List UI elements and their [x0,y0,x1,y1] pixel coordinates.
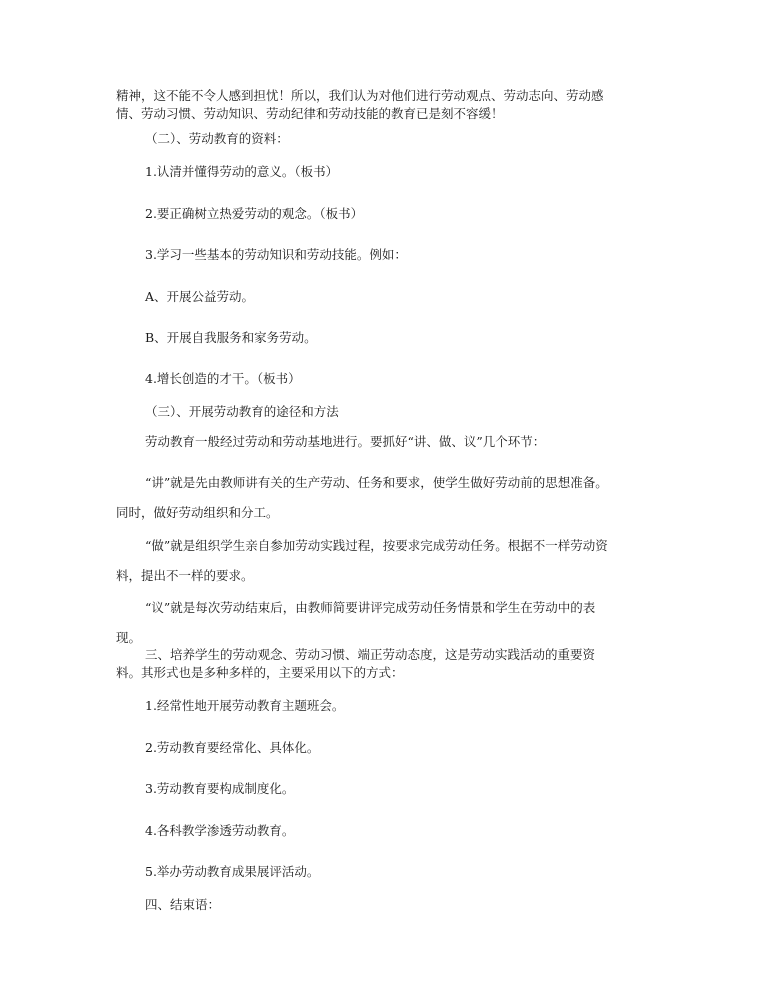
section-heading: 四、结束语： [145,897,221,912]
paragraph-line: 精神，这不能不令人感到担忧！所以，我们认为对他们进行劳动观点、劳动志向、劳动感 [116,88,604,103]
paragraph-line: “做”就是组织学生亲自参加劳动实践过程，按要求完成劳动任务。根据不一样劳动资 [145,538,608,553]
paragraph-line: 同时，做好劳动组织和分工。 [116,505,279,520]
paragraph-line: 料。其形式也是多种多样的，主要采用以下的方式： [116,665,404,680]
paragraph-line: 劳动教育一般经过劳动和劳动基地进行。要抓好“讲、做、议”几个环节： [145,434,546,449]
list-item: 2.劳动教育要经常化、具体化。 [145,740,320,755]
list-item: 3.劳动教育要构成制度化。 [145,781,295,796]
paragraph-line: 料，提出不一样的要求。 [116,568,254,583]
paragraph-line: 情、劳动习惯、劳动知识、劳动纪律和劳动技能的教育已是刻不容缓！ [116,106,504,121]
list-item: 2.要正确树立热爱劳动的观念。（板书） [145,206,364,221]
list-item: A、开展公益劳动。 [145,289,255,304]
list-item: 4.增长创造的才干。（板书） [145,371,301,386]
list-item: B、开展自我服务和家务劳动。 [145,330,317,345]
list-item: 5.举办劳动教育成果展评活动。 [145,864,320,879]
list-item: 3.学习一些基本的劳动知识和劳动技能。例如： [145,247,407,262]
section-heading: （三）、开展劳动教育的途径和方法 [145,404,339,419]
list-item: 1.认清并懂得劳动的意义。（板书） [145,164,339,179]
section-heading: 三、培养学生的劳动观念、劳动习惯、端正劳动态度，这是劳动实践活动的重要资 [145,647,596,662]
list-item: 4.各科教学渗透劳动教育。 [145,823,295,838]
list-item: 1.经常性地开展劳动教育主题班会。 [145,698,345,713]
section-heading: （二）、劳动教育的资料： [145,131,289,146]
paragraph-line: “议”就是每次劳动结束后，由教师简要讲评完成劳动任务情景和学生在劳动中的表 [145,600,596,615]
paragraph-line: 现。 [116,630,142,645]
paragraph-line: “讲”就是先由教师讲有关的生产劳动、任务和要求，使学生做好劳动前的思想准备。 [145,475,608,490]
